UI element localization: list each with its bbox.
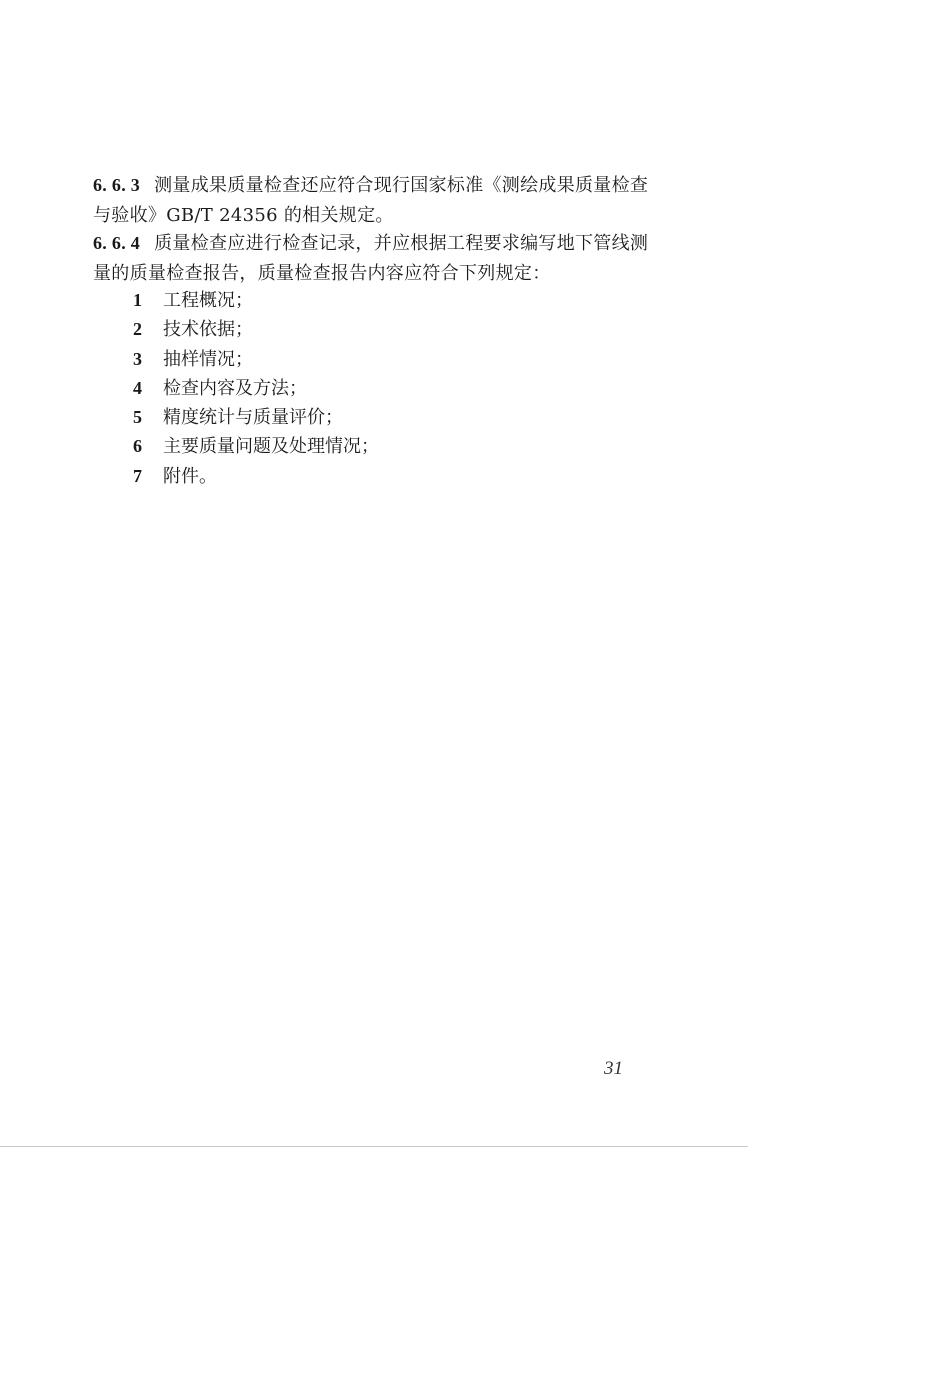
list-item — [133, 374, 379, 403]
clause-text: 质量检查应进行检查记录，并应根据工程要求编写地下管线测量的质量检查报告，质量检查报告内容应符合下列规定： — [93, 233, 649, 284]
list-item — [133, 432, 379, 461]
item-number: 4 — [133, 377, 142, 398]
clause-6-6-4 — [93, 228, 653, 289]
clause-6-6-3 — [93, 170, 653, 231]
item-text: 精度统计与质量评价； — [163, 407, 343, 429]
item-text: 主要质量问题及处理情况； — [163, 436, 379, 458]
item-number: 3 — [133, 348, 142, 369]
item-number: 6 — [133, 436, 142, 457]
clause-text: 测量成果质量检查还应符合现行国家标准《测绘成果质量检查与验收》GB/T 24356 的相关规定。 — [93, 175, 649, 226]
item-number: 5 — [133, 407, 142, 428]
list-item — [133, 286, 379, 315]
page-number: 31 — [604, 1058, 623, 1079]
list-item — [133, 403, 379, 432]
list-item — [133, 315, 379, 344]
item-text: 工程概况； — [163, 290, 253, 311]
list-item — [133, 462, 379, 491]
item-text: 技术依据； — [163, 319, 253, 341]
item-number: 2 — [133, 319, 142, 340]
report-content-list — [133, 286, 379, 491]
item-number: 7 — [133, 465, 142, 486]
item-text: 检查内容及方法； — [163, 377, 307, 399]
item-text: 抽样情况； — [163, 348, 253, 370]
clause-number: 6. 6. 3 — [93, 175, 141, 195]
item-text: 附件。 — [163, 465, 217, 487]
list-item — [133, 345, 379, 374]
clause-number: 6. 6. 4 — [93, 233, 141, 253]
page-bottom-divider — [0, 1146, 748, 1147]
item-number: 1 — [133, 290, 142, 310]
